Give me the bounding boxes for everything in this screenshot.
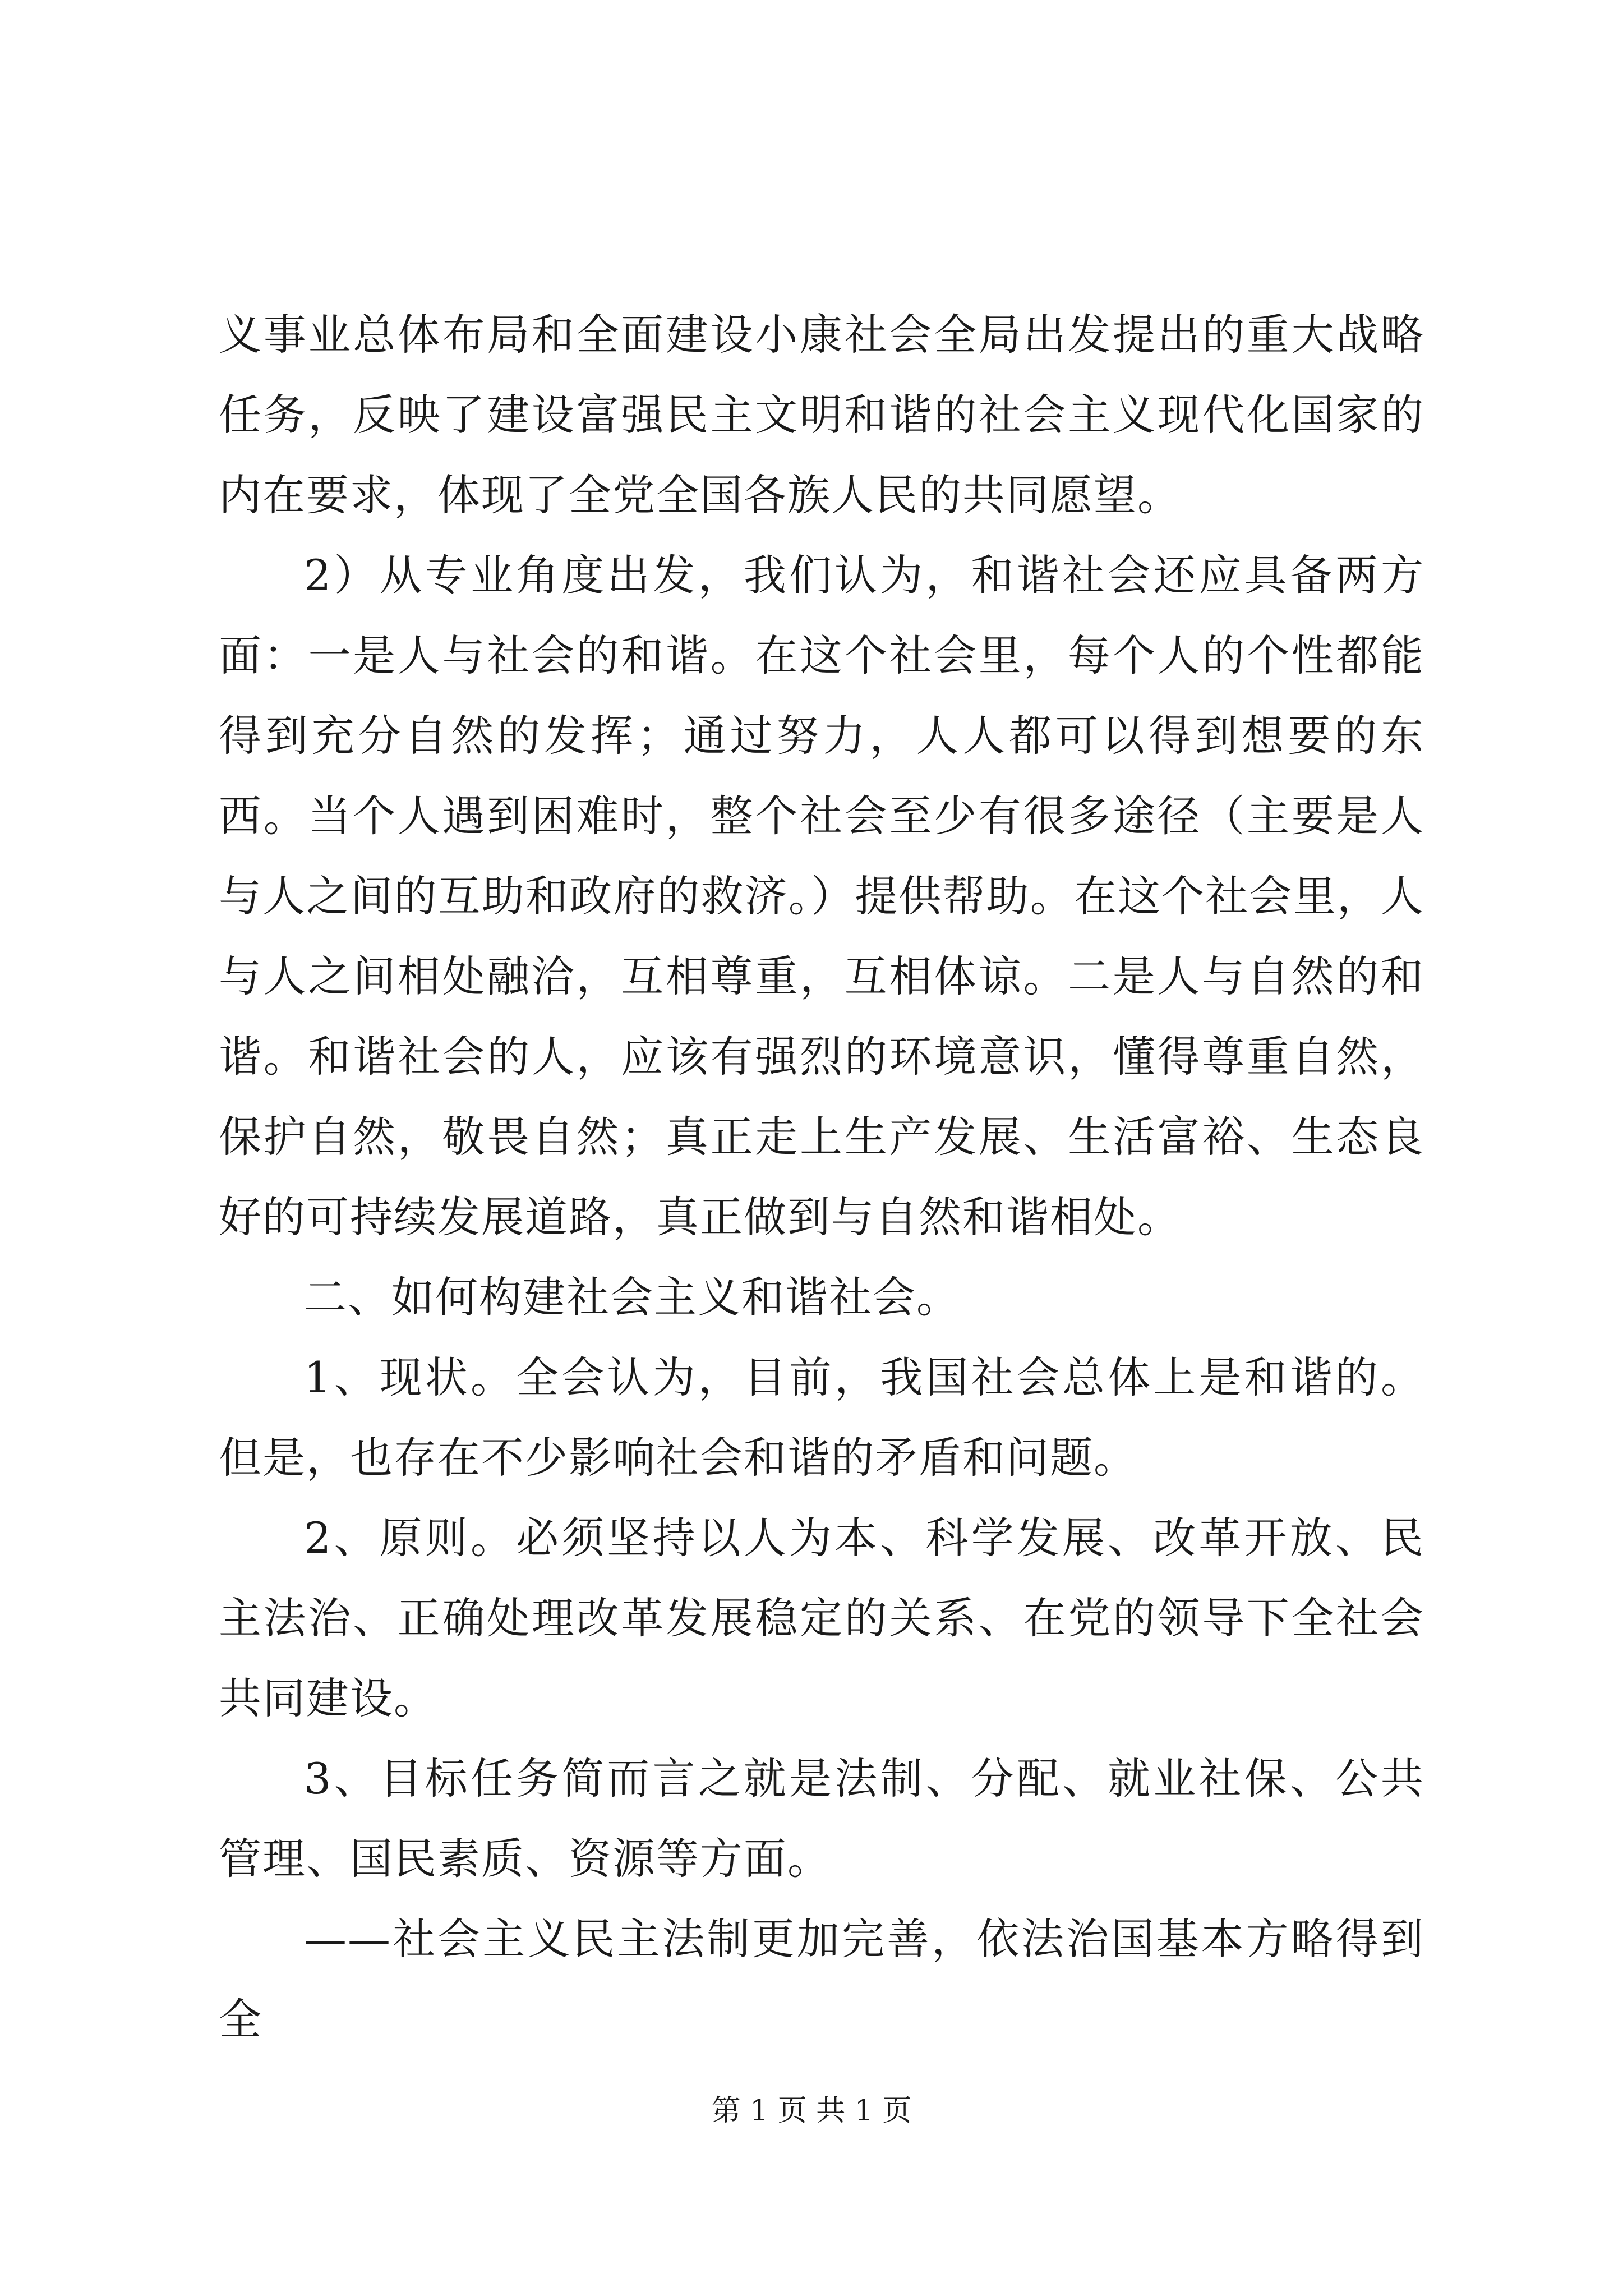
- paragraph-2: 2）从专业角度出发，我们认为，和谐社会还应具备两方面：一是人与社会的和谐。在这个社会里，每个人的个性都能得到充分自然的发挥；通过努力，人人都可以得到想要的东西。当个人遇到困难时，整个社会至少有很多途径（主要是人与人之间的互助和政府的救济。）提供帮助。在这个社会里，人与人之间相处融洽，互相尊重，互相体谅。二是人与自然的和谐。和谐社会的人，应该有强烈的环境意识，懂得尊重自然，保护自然，敬畏自然；真正走上生产发展、生活富裕、生态良好的可持续发展道路，真正做到与自然和谐相处。: [219, 550, 1424, 1242]
- paragraph-goals: 3、目标任务简而言之就是法制、分配、就业社保、公共管理、国民素质、资源等方面。: [219, 1754, 1424, 1884]
- page-footer: 第 1 页 共 1 页: [711, 2094, 912, 2128]
- paragraph-1: 义事业总体布局和全面建设小康社会全局出发提出的重大战略任务，反映了建设富强民主文明和谐的社会主义现代化国家的内在要求，体现了全党全国各族人民的共同愿望。: [219, 310, 1424, 520]
- paragraph-democracy: ——社会主义民主法制更加完善，依法治国基本方略得到全: [219, 1914, 1424, 2044]
- paragraph-principles: 2、原则。必须坚持以人为本、科学发展、改革开放、民主法治、正确处理改革发展稳定的关系、在党的领导下全社会共同建设。: [219, 1513, 1424, 1723]
- section-heading-2: 二、如何构建社会主义和谐社会。: [304, 1272, 960, 1322]
- body-text: [219, 295, 1424, 2059]
- paragraph-status: 1、现状。全会认为，目前，我国社会总体上是和谐的。但是，也存在不少影响社会和谐的矛盾和问题。: [219, 1352, 1424, 1483]
